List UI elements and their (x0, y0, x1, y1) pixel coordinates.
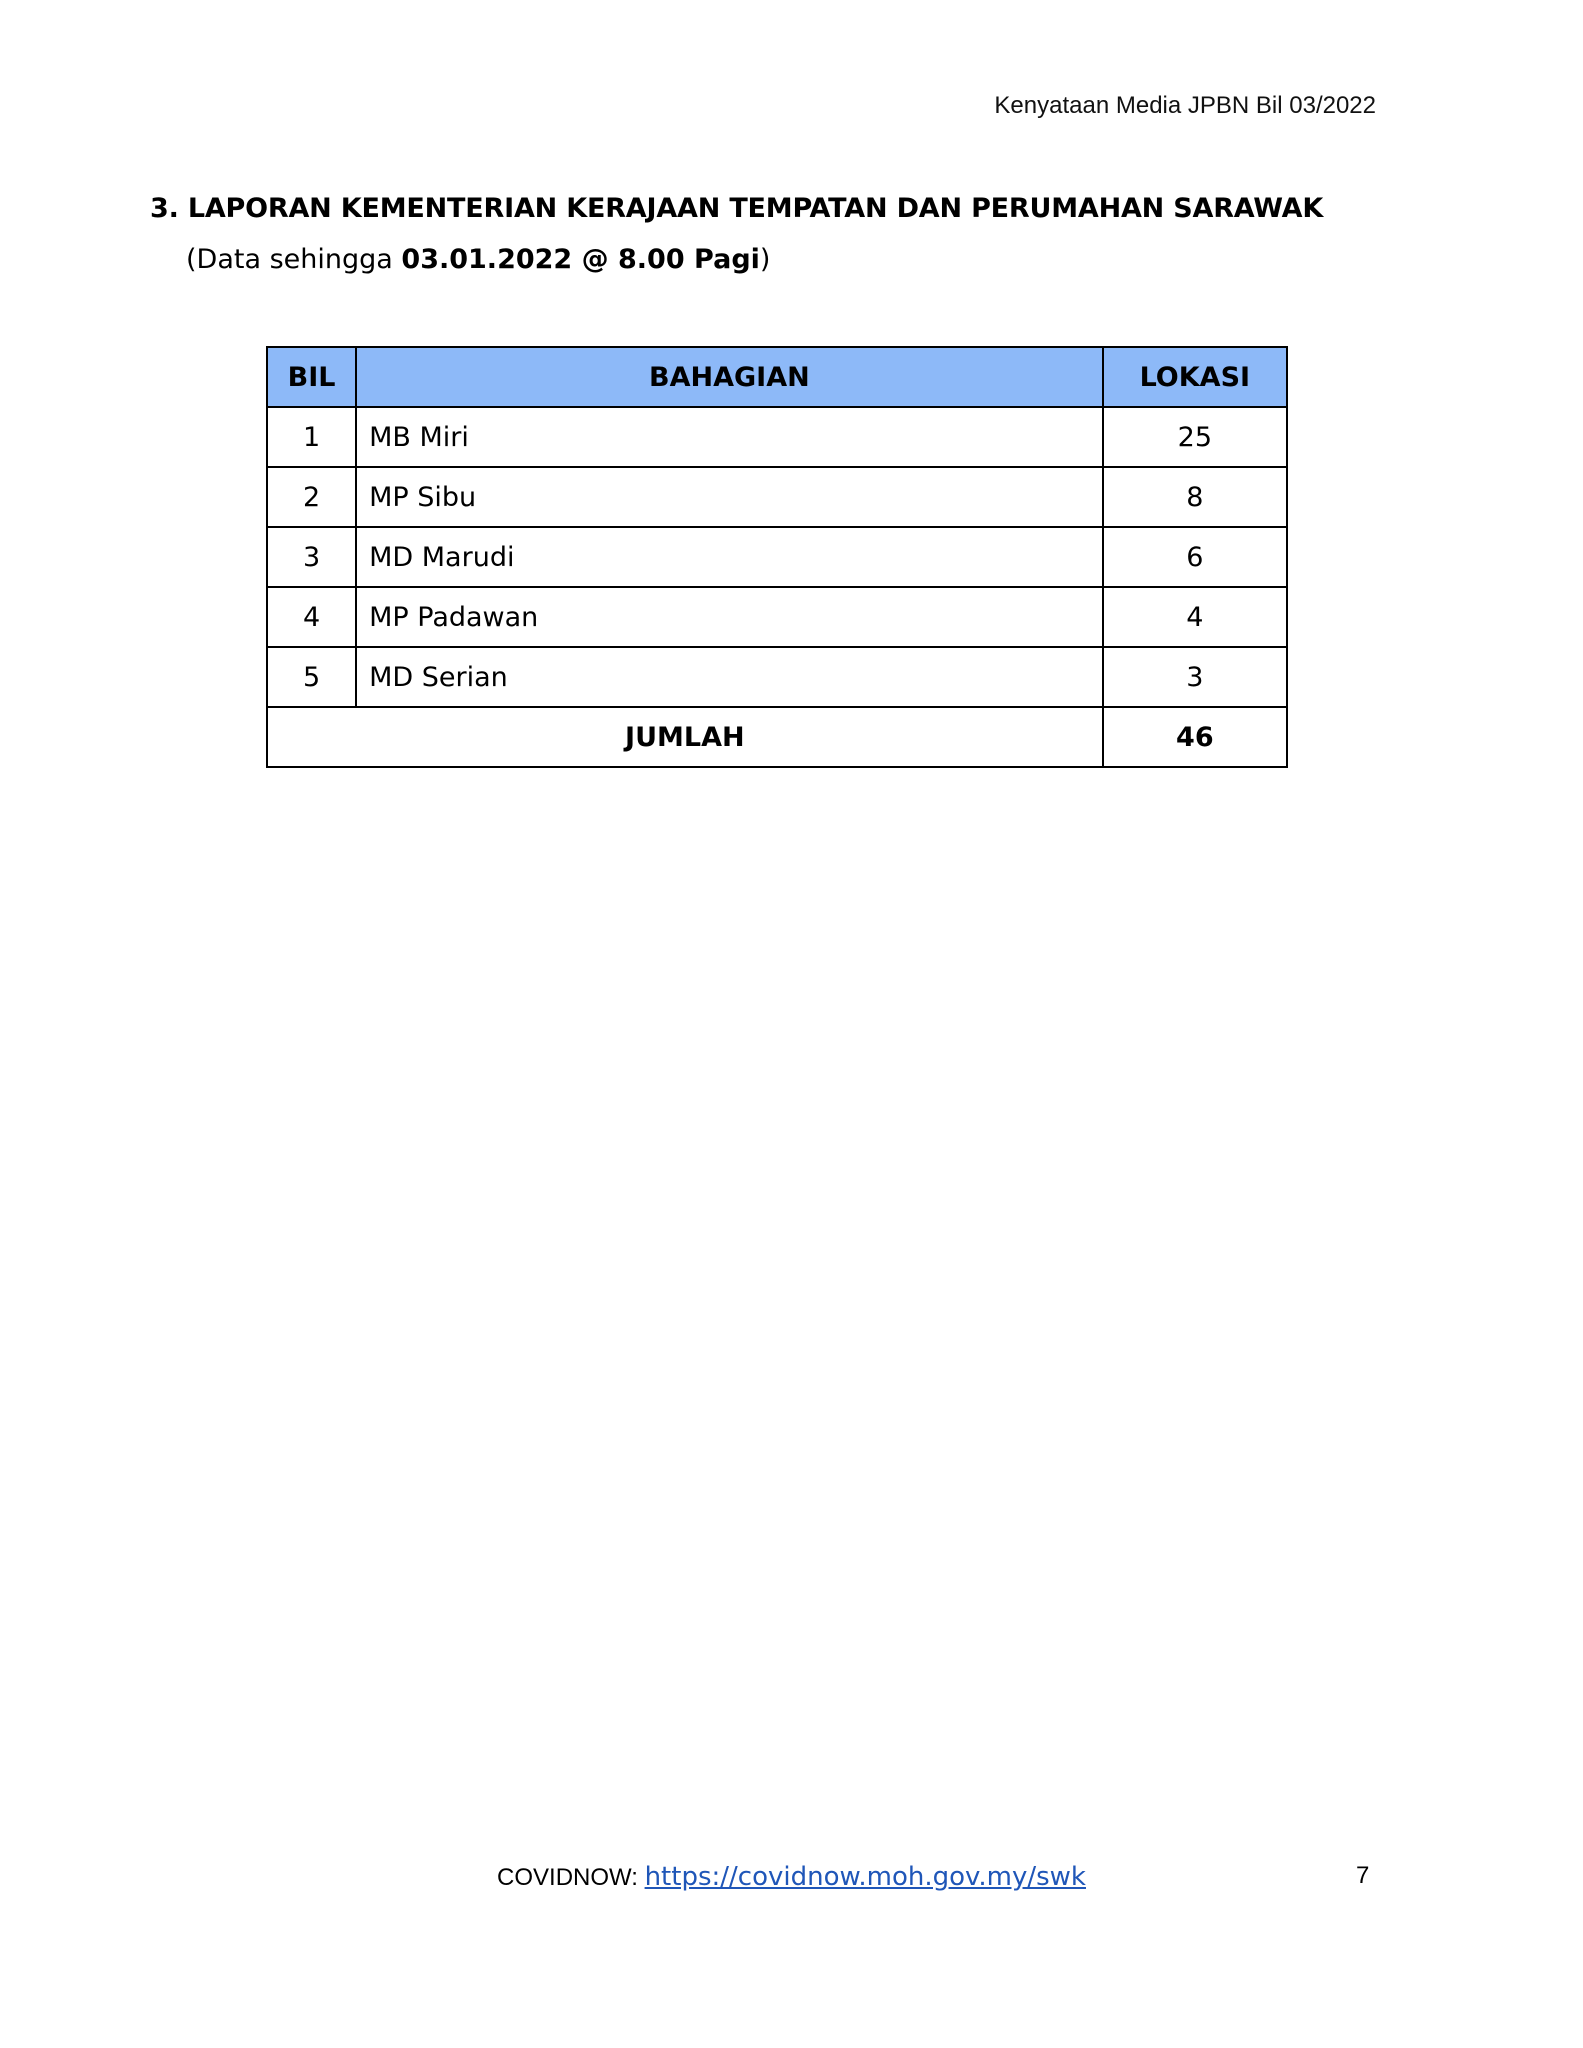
row-lokasi: 4 (1103, 587, 1287, 647)
table-row (267, 587, 1287, 647)
row-bahagian: MP Padawan (356, 587, 1103, 647)
row-lokasi: 3 (1103, 647, 1287, 707)
row-bil: 4 (267, 587, 356, 647)
footer (0, 1862, 1583, 1892)
table-row (267, 527, 1287, 587)
total-row (267, 707, 1287, 767)
row-lokasi: 8 (1103, 467, 1287, 527)
page-number: 7 (1356, 1862, 1370, 1889)
table-header-row (267, 347, 1287, 407)
row-lokasi: 6 (1103, 527, 1287, 587)
section-title: 3. LAPORAN KEMENTERIAN KERAJAAN TEMPATAN DAN PERUMAHAN SARAWAK (150, 193, 1324, 224)
header-lokasi: LOKASI (1103, 347, 1287, 407)
report-table (266, 346, 1288, 768)
header-reference: Kenyataan Media JPBN Bil 03/2022 (994, 92, 1376, 119)
covidnow-link[interactable]: https://covidnow.moh.gov.my/swk (644, 1862, 1086, 1892)
header-bil: BIL (267, 347, 356, 407)
data-date-suffix: ) (759, 244, 771, 275)
table-row (267, 647, 1287, 707)
row-bahagian: MP Sibu (356, 467, 1103, 527)
row-bahagian: MD Serian (356, 647, 1103, 707)
row-bahagian: MB Miri (356, 407, 1103, 467)
data-date-prefix: (Data sehingga (186, 244, 402, 275)
data-date-value: 03.01.2022 @ 8.00 Pagi (401, 244, 760, 275)
header-bahagian: BAHAGIAN (356, 347, 1103, 407)
table-row (267, 407, 1287, 467)
row-bahagian: MD Marudi (356, 527, 1103, 587)
table-row (267, 467, 1287, 527)
row-bil: 1 (267, 407, 356, 467)
footer-label: COVIDNOW: (497, 1864, 645, 1891)
row-lokasi: 25 (1103, 407, 1287, 467)
data-date-line (186, 244, 770, 275)
row-bil: 5 (267, 647, 356, 707)
total-value: 46 (1103, 707, 1287, 767)
row-bil: 2 (267, 467, 356, 527)
total-label: JUMLAH (267, 707, 1103, 767)
row-bil: 3 (267, 527, 356, 587)
